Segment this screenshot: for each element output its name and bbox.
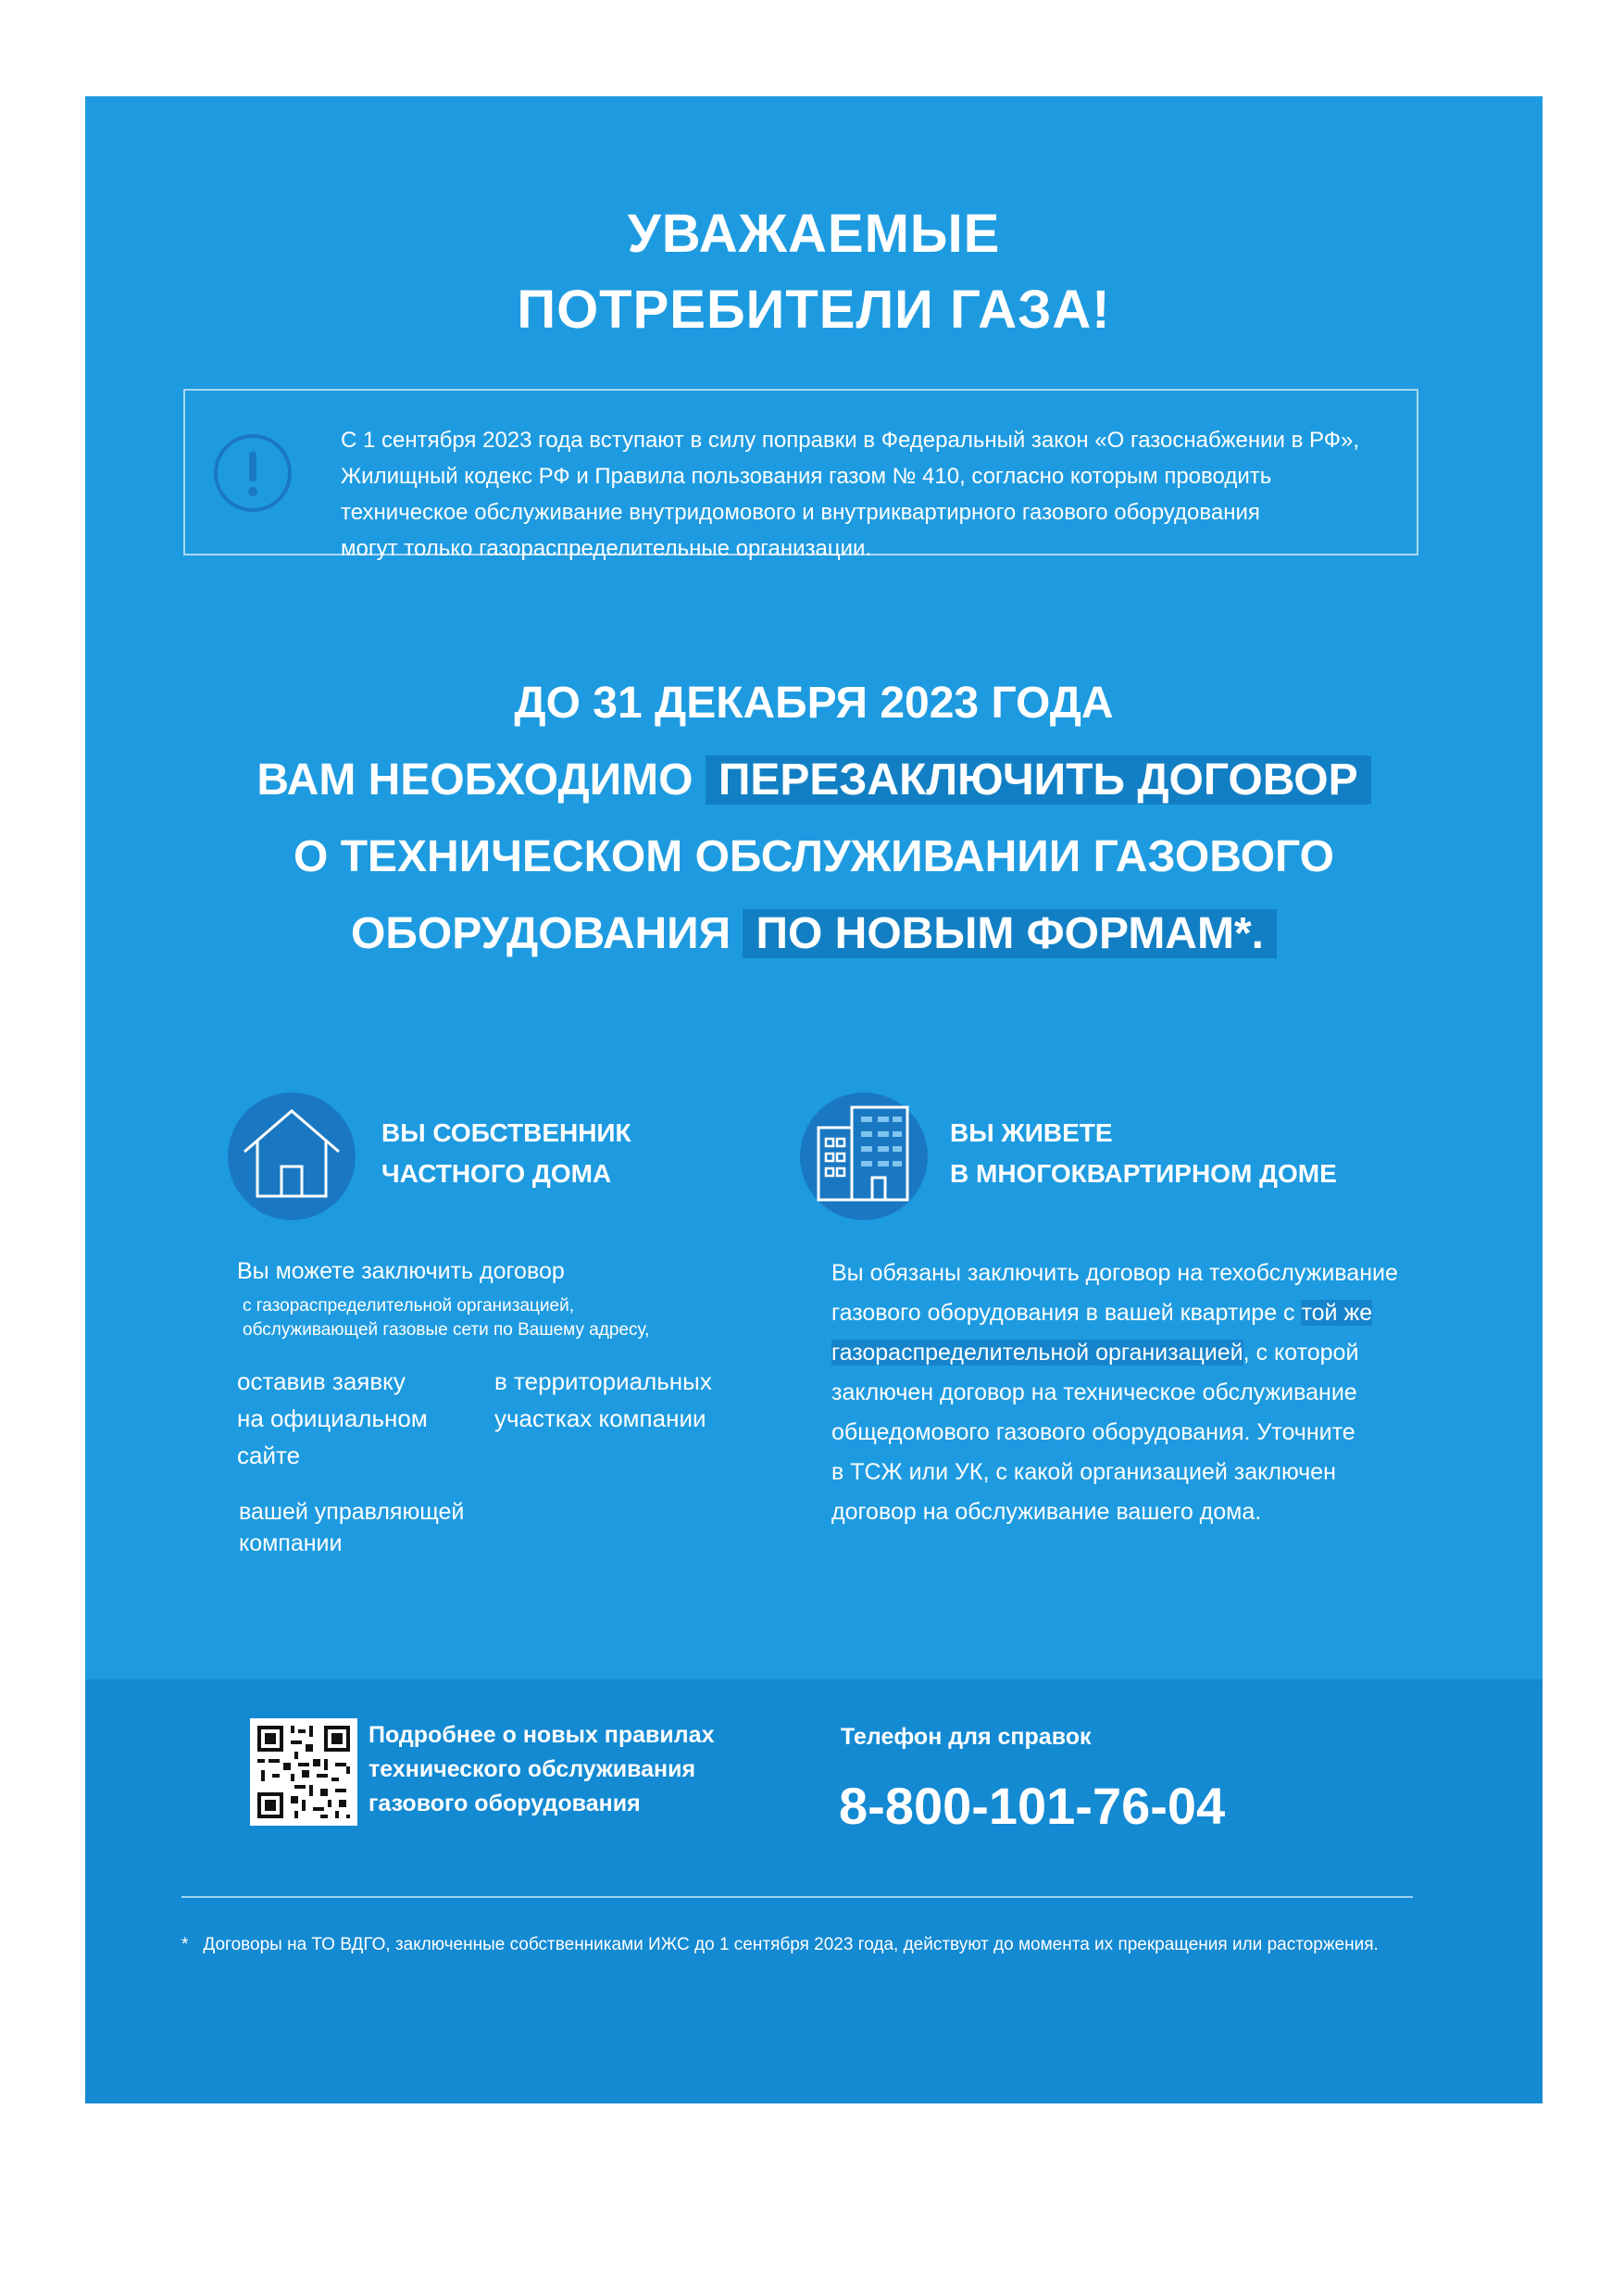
apartment-title (950, 1113, 1337, 1194)
notice-line: С 1 сентября 2023 года вступают в силу поправки в Федеральный закон «О газоснабжении в РФ», (341, 428, 1360, 453)
apartment-body-line (831, 1333, 1480, 1373)
apartment-title-line: ВЫ ЖИВЕТЕ (950, 1118, 1113, 1147)
title-line-1: УВАЖАЕМЫЕ (627, 204, 1001, 264)
apartment-highlight: газораспределительной организацией (831, 1340, 1243, 1366)
notice-line: Жилищный кодекс РФ и Правила пользования газом № 410, согласно которым проводить (341, 464, 1272, 489)
option-territorial-offices (494, 1363, 712, 1437)
apartment-body-line: Вы обязаны заключить договор на техобслуживание (831, 1260, 1398, 1286)
poster (85, 96, 1543, 2103)
option-line: участках компании (494, 1404, 706, 1432)
footnote (181, 1935, 1478, 1955)
private-house-title-line: ЧАСТНОГО ДОМА (381, 1159, 612, 1188)
private-house-sub-line: с газораспределительной организацией, (243, 1296, 574, 1316)
apartment-body-line: общедомового газового оборудования. Уточните (831, 1419, 1355, 1445)
deadline-line-1: ДО 31 ДЕКАБРЯ 2023 ГОДА (514, 679, 1114, 728)
apartment-body-text: , с которой (1243, 1340, 1359, 1366)
option-line: на официальном (237, 1404, 428, 1432)
house-icon (228, 1092, 356, 1220)
option-line: вашей управляющей (239, 1499, 465, 1525)
more-info-line: Подробнее о новых правилах (369, 1722, 715, 1748)
deadline-message (85, 665, 1543, 972)
notice-line: техническое обслуживание внутридомового и внутриквартирного газового оборудования (341, 500, 1260, 525)
footnote-text: Договоры на ТО ВДГО, заключенные собственниками ИЖС до 1 сентября 2023 года, действуют до момента их прекращения или расторжения. (203, 1935, 1379, 1954)
phone-number[interactable]: 8-800-101-76-04 (839, 1777, 1226, 1835)
option-line: оставив заявку (237, 1367, 406, 1395)
option-line: сайте (237, 1441, 301, 1469)
apartment-body-line: заключен договор на техническое обслуживание (831, 1379, 1357, 1405)
private-house-lead: Вы можете заключить договор (237, 1258, 565, 1284)
more-info-text (369, 1718, 757, 1821)
apartment-body (831, 1254, 1480, 1532)
page-title (85, 196, 1543, 348)
notice-text (341, 422, 1396, 567)
title-line-2: ПОТРЕБИТЕЛИ ГАЗА! (517, 280, 1111, 340)
more-info-line: газового оборудования (369, 1791, 641, 1816)
apartment-body-text: газового оборудования в вашей квартире с (831, 1300, 1302, 1326)
option-management-company (239, 1496, 464, 1559)
qr-code-icon[interactable] (250, 1718, 357, 1826)
notice-line: могут только газораспределительные организации. (341, 536, 872, 561)
deadline-highlight-new-forms: ПО НОВЫМ ФОРМАМ*. (743, 909, 1276, 958)
deadline-line-4-text: ОБОРУДОВАНИЯ (351, 909, 731, 958)
private-house-title (381, 1113, 631, 1194)
footnote-star: * (181, 1935, 189, 1954)
private-house-title-line: ВЫ СОБСТВЕННИК (381, 1118, 631, 1147)
private-house-sub-line: обслуживающей газовые сети по Вашему адресу, (243, 1320, 650, 1340)
notice-box (183, 389, 1418, 561)
apartment-title-line: В МНОГОКВАРТИРНОМ ДОМЕ (950, 1159, 1337, 1188)
divider (181, 1896, 1413, 1898)
deadline-line-2 (85, 742, 1543, 818)
apartment-body-line (831, 1293, 1480, 1333)
option-line: в территориальных (494, 1367, 712, 1395)
deadline-line-3: О ТЕХНИЧЕСКОМ ОБСЛУЖИВАНИИ ГАЗОВОГО (294, 832, 1334, 881)
apartment-body-line: в ТСЖ или УК, с какой организацией заключен (831, 1459, 1336, 1485)
apartment-body-line: договор на обслуживание вашего дома. (831, 1499, 1262, 1525)
private-house-sub (243, 1294, 761, 1342)
deadline-line-4 (85, 895, 1543, 972)
deadline-line-2-text: ВАМ НЕОБХОДИМО (256, 755, 693, 805)
deadline-highlight-renew: ПЕРЕЗАКЛЮЧИТЬ ДОГОВОР (706, 755, 1371, 805)
more-info-line: технического обслуживания (369, 1756, 696, 1782)
apartment-highlight: той же (1301, 1300, 1373, 1326)
option-line: компании (239, 1530, 343, 1556)
exclamation-circle-icon (213, 433, 293, 513)
option-website (237, 1363, 428, 1474)
apartment-building-icon (800, 1092, 928, 1220)
phone-label: Телефон для справок (841, 1724, 1092, 1750)
